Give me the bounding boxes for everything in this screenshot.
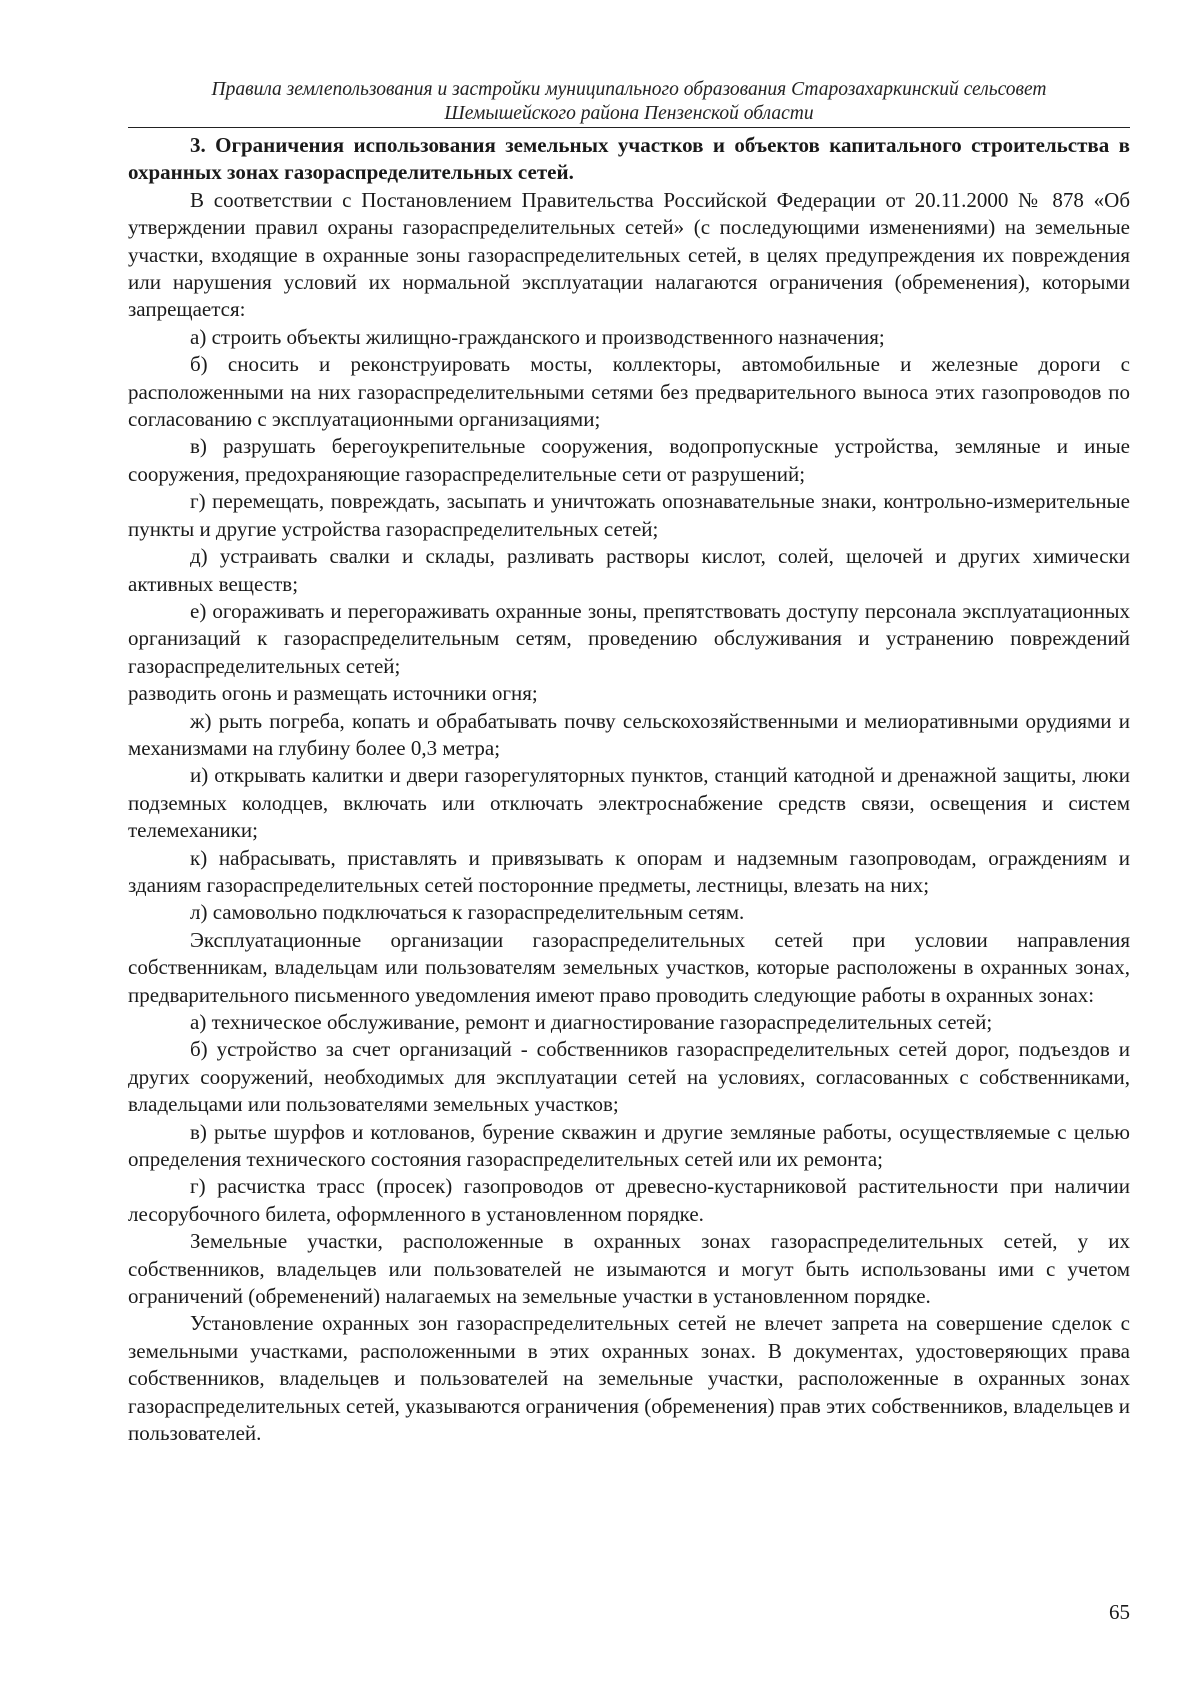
list-item-a: а) строить объекты жилищно-гражданского и производственного назначения; — [190, 324, 885, 349]
works-item-a: а) техническое обслуживание, ремонт и диагностирование газораспределительных сетей; — [190, 1010, 993, 1034]
document-page — [128, 78, 1130, 1678]
section-title: 3. Ограничения использования земельных участков и объектов капитального строительства в охранных зонах газораспределительных сетей. — [128, 133, 1130, 185]
list-item-zh: ж) рыть погреба, копать и обрабатывать почву сельскохозяйственными и мелиоративными орудиями и механизмами на глубину более 0,3 метра; — [128, 708, 1130, 760]
works-item-g: г) расчистка трасс (просек) газопроводов от древесно-кустарниковой растительности при наличии лесорубочного билета, оформленного в установленном порядке. — [128, 1174, 1130, 1226]
paragraph-transactions: Установление охранных зон газораспределительных сетей не влечет запрета на совершение сделок с земельными участками, расположенными в этих охранных зонах. В документах, удостоверяющих права собственников, владельцев и пользователей на земельные участки, расположенные в охранных зонах газораспределительных сетей, указываются ограничения (обременения) прав этих собственников, владельцев и пользователей. — [128, 1311, 1130, 1446]
list-item-g: г) перемещать, повреждать, засыпать и уничтожать опознавательные знаки, контрольно-измерительные пункты и другие устройства газораспределительных сетей; — [128, 489, 1130, 541]
list-item-k: к) набрасывать, приставлять и привязывать к опорам и надземным газопроводам, ограждениям и зданиям газораспределительных сетей посторонние предметы, лестницы, влезать на них; — [128, 845, 1130, 897]
running-header-line-2: Шемышейского района Пензенской области — [444, 103, 814, 124]
list-item-d: д) устраивать свалки и склады, разливать растворы кислот, солей, щелочей и других химически активных веществ; — [128, 544, 1130, 596]
paragraph-land-plots: Земельные участки, расположенные в охранных зонах газораспределительных сетей, у их собственников, владельцев или пользователей не изымаются и могут быть использованы ими с учетом ограничений (обременений) налагаемых на земельные участки в установленном порядке. — [128, 1229, 1130, 1309]
list-item-l: л) самовольно подключаться к газораспределительным сетям. — [190, 900, 745, 925]
list-item-e: е) огораживать и перегораживать охранные зоны, препятствовать доступу персонала эксплуатационных организаций к газораспределительным сетям, проведению обслуживания и устранению повреждений газораспределительных сетей; — [128, 598, 1130, 678]
works-item-v: в) рытье шурфов и котлованов, бурение скважин и другие земляные работы, осуществляемые с целью определения технического состояния газораспределительных сетей или их ремонта; — [128, 1119, 1130, 1172]
page-number: 65 — [1109, 1600, 1130, 1624]
header-divider — [128, 127, 1130, 128]
running-header — [128, 78, 1130, 126]
list-item-v: в) разрушать берегоукрепительные сооружения, водопропускные устройства, земляные и иные сооружения, предохраняющие газораспределительные сети от разрушений; — [128, 434, 1130, 486]
list-item-i: и) открывать калитки и двери газорегуляторных пунктов, станций катодной и дренажной защиты, люки подземных колодцев, включать или отключать электроснабжение средств связи, освещения и систем телемеханики; — [128, 763, 1130, 843]
list-item-fire: разводить огонь и размещать источники огня; — [128, 681, 538, 706]
running-header-line-1: Правила землепользования и застройки муниципального образования Старозахаркинский сельсовет — [211, 79, 1047, 100]
paragraph-operators: Эксплуатационные организации газораспределительных сетей при условии направления собственникам, владельцам или пользователям земельных участков, которые расположены в охранных зонах, предварительного письменного уведомления имеют право проводить следующие работы в охранных зонах: — [128, 927, 1130, 1007]
works-item-b: б) устройство за счет организаций - собственников газораспределительных сетей дорог, подъездов и других сооружений, необходимых для эксплуатации сетей на условиях, согласованных с собственниками, владельцами или пользователями земельных участков; — [128, 1037, 1130, 1117]
list-item-b: б) сносить и реконструировать мосты, коллекторы, автомобильные и железные дороги с расположенными на них газораспределительными сетями без предварительного выноса этих газопроводов по согласованию с эксплуатационными организациями; — [128, 352, 1130, 432]
paragraph-intro: В соответствии с Постановлением Правительства Российской Федерации от 20.11.2000 № 878 «Об утверждении правил охраны газораспределительных сетей» (с последующими изменениями) на земельные участки, входящие в охранные зоны газораспределительных сетей, в целях предупреждения их повреждения или нарушения условий их нормальной эксплуатации налагаются ограничения (обременения), которыми запрещается: — [128, 187, 1130, 322]
